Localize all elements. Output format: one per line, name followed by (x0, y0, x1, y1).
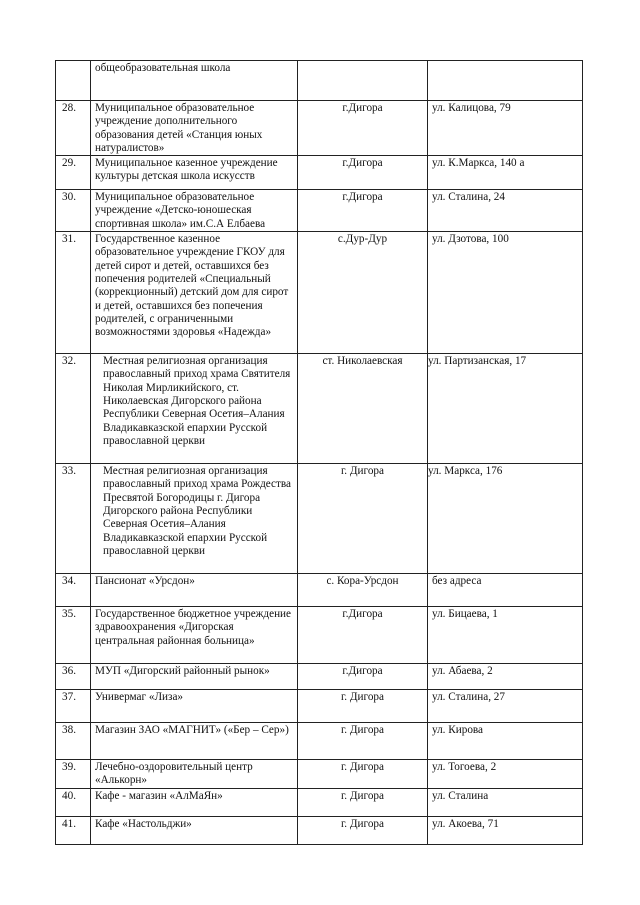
locality: ст. Николаевская (298, 354, 428, 464)
organization-name: МУП «Дигорский районный рынок» (91, 664, 298, 690)
locality: г. Дигора (298, 816, 428, 844)
locality (298, 61, 428, 101)
address: ул. К.Маркса, 140 а (428, 156, 583, 190)
address: ул. Дзотова, 100 (428, 232, 583, 354)
table-row (56, 723, 583, 760)
row-number: 40. (56, 788, 91, 816)
organization-name: Местная религиозная организация православный приход храма Рождества Пресвятой Богородицы г. Дигора Дигорского района Республики Северная Осетия–Алания Владикавказской епархии Русской православной церкви (91, 464, 298, 574)
address: ул. Маркса, 176 (428, 464, 583, 574)
row-number: 32. (56, 354, 91, 464)
row-number: 37. (56, 690, 91, 723)
table-row (56, 788, 583, 816)
organization-name: Лечебно-оздоровительный центр «Алькорн» (91, 760, 298, 789)
address: без адреса (428, 574, 583, 607)
row-number: 39. (56, 760, 91, 789)
locality: г. Дигора (298, 788, 428, 816)
row-number: 36. (56, 664, 91, 690)
row-number: 33. (56, 464, 91, 574)
row-number: 29. (56, 156, 91, 190)
table-row (56, 760, 583, 789)
locality: г. Дигора (298, 723, 428, 760)
table-row (56, 61, 583, 101)
table-row (56, 232, 583, 354)
organization-name: Местная религиозная организация православный приход храма Святителя Николая Мирликийского, ст. Николаевская Дигорского района Республики Северная Осетия–Алания Владикавказской епархии Русской православной церкви (91, 354, 298, 464)
address: ул. Абаева, 2 (428, 664, 583, 690)
organization-name: Муниципальное образовательное учреждение «Детско-юношеская спортивная школа» им.С.А Елбаева (91, 190, 298, 232)
organization-name: общеобразовательная школа (91, 61, 298, 101)
address: ул. Акоева, 71 (428, 816, 583, 844)
table-row (56, 690, 583, 723)
locality: г. Дигора (298, 760, 428, 789)
organization-name: Универмаг «Лиза» (91, 690, 298, 723)
locality: г.Дигора (298, 190, 428, 232)
organizations-table (55, 60, 583, 845)
organization-name: Магазин ЗАО «МАГНИТ» («Бер – Сер») (91, 723, 298, 760)
table-row (56, 464, 583, 574)
table-row (56, 607, 583, 664)
address: ул. Кирова (428, 723, 583, 760)
row-number: 38. (56, 723, 91, 760)
table-row (56, 354, 583, 464)
locality: г.Дигора (298, 664, 428, 690)
locality: г. Дигора (298, 464, 428, 574)
locality: г. Дигора (298, 690, 428, 723)
table-row (56, 664, 583, 690)
address: ул. Сталина (428, 788, 583, 816)
address: ул. Сталина, 27 (428, 690, 583, 723)
organization-name: Государственное казенное образовательное учреждение ГКОУ для детей сирот и детей, оставшихся без попечения родителей «Специальный (коррекционный) детский дом для сирот и детей, оставшихся без попечения родителей, с ограниченными возможностями здоровья «Надежда» (91, 232, 298, 354)
address: ул. Партизанская, 17 (428, 354, 583, 464)
row-number: 28. (56, 101, 91, 156)
table-row (56, 190, 583, 232)
row-number: 31. (56, 232, 91, 354)
row-number (56, 61, 91, 101)
locality: с.Дур-Дур (298, 232, 428, 354)
table-row (56, 574, 583, 607)
row-number: 41. (56, 816, 91, 844)
organization-name: Государственное бюджетное учреждение здравоохранения «Дигорская центральная районная больница» (91, 607, 298, 664)
table-row (56, 816, 583, 844)
locality: с. Кора-Урсдон (298, 574, 428, 607)
address: ул. Тогоева, 2 (428, 760, 583, 789)
locality: г.Дигора (298, 156, 428, 190)
table-row (56, 101, 583, 156)
organization-name: Муниципальное казенное учреждение культуры детская школа искусств (91, 156, 298, 190)
organization-name: Муниципальное образовательное учреждение дополнительного образования детей «Станция юных натуралистов» (91, 101, 298, 156)
address: ул. Бицаева, 1 (428, 607, 583, 664)
organization-name: Пансионат «Урсдон» (91, 574, 298, 607)
organization-name: Кафе «Настольджи» (91, 816, 298, 844)
locality: г.Дигора (298, 607, 428, 664)
address: ул. Сталина, 24 (428, 190, 583, 232)
address (428, 61, 583, 101)
organization-name: Кафе - магазин «АлМаЯн» (91, 788, 298, 816)
locality: г.Дигора (298, 101, 428, 156)
row-number: 34. (56, 574, 91, 607)
row-number: 35. (56, 607, 91, 664)
address: ул. Калицова, 79 (428, 101, 583, 156)
table-row (56, 156, 583, 190)
row-number: 30. (56, 190, 91, 232)
